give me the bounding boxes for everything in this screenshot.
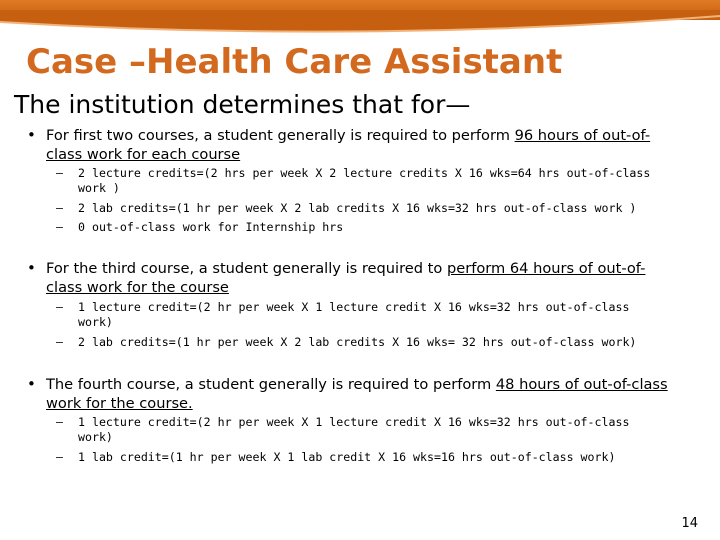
bullet-marker: • xyxy=(27,375,36,393)
sub-bullet-dash: – xyxy=(56,415,63,429)
bullet-text-underlined: perform 64 hours of out-of-class work for the course xyxy=(46,260,646,296)
sub-bullet-dash: – xyxy=(56,450,63,464)
page-number: 14 xyxy=(681,516,698,531)
top-accent-curve xyxy=(0,10,720,40)
sub-bullet: 1 lecture credit=(2 hr per week X 1 lecture credit X 16 wks=32 hrs out-of-class work) xyxy=(78,300,630,329)
sub-bullet: 0 out-of-class work for Internship hrs xyxy=(78,220,344,234)
sub-bullet-dash: – xyxy=(56,166,63,180)
sub-bullet-dash: – xyxy=(56,220,63,234)
sub-bullet: 1 lab credit=(1 hr per week X 1 lab credit X 16 wks=16 hrs out-of-class work) xyxy=(78,450,616,464)
bullet-text-plain: For first two courses, a student generally is required to perform xyxy=(46,127,515,144)
sub-bullet-dash: – xyxy=(56,201,63,215)
slide-title: Case –Health Care Assistant xyxy=(26,42,563,82)
bullet-text-underlined: 48 hours of out-of-class work for the course. xyxy=(46,376,668,412)
sub-bullet: 2 lab credits=(1 hr per week X 2 lab credits X 16 wks= 32 hrs out-of-class work) xyxy=(78,335,637,349)
bullet-text xyxy=(46,126,676,164)
bullet-marker: • xyxy=(27,126,36,144)
sub-bullet: 2 lecture credits=(2 hrs per week X 2 lecture credits X 16 wks=64 hrs out-of-class work ) xyxy=(78,166,651,195)
bullet-text xyxy=(46,375,676,413)
sub-bullet: 1 lecture credit=(2 hr per week X 1 lecture credit X 16 wks=32 hrs out-of-class work) xyxy=(78,415,630,444)
sub-bullet-dash: – xyxy=(56,300,63,314)
bullet-text-plain: For the third course, a student generally is required to xyxy=(46,260,447,277)
sub-bullet-dash: – xyxy=(56,335,63,349)
bullet-text-underlined: 96 hours of out-of-class work for each course xyxy=(46,127,651,163)
bullet-marker: • xyxy=(27,259,36,277)
sub-bullet: 2 lab credits=(1 hr per week X 2 lab credits X 16 wks=32 hrs out-of-class work ) xyxy=(78,201,637,215)
bullet-text xyxy=(46,259,676,297)
bullet-text-plain: The fourth course, a student generally is required to perform xyxy=(46,376,496,393)
slide-subtitle: The institution determines that for— xyxy=(14,90,471,119)
